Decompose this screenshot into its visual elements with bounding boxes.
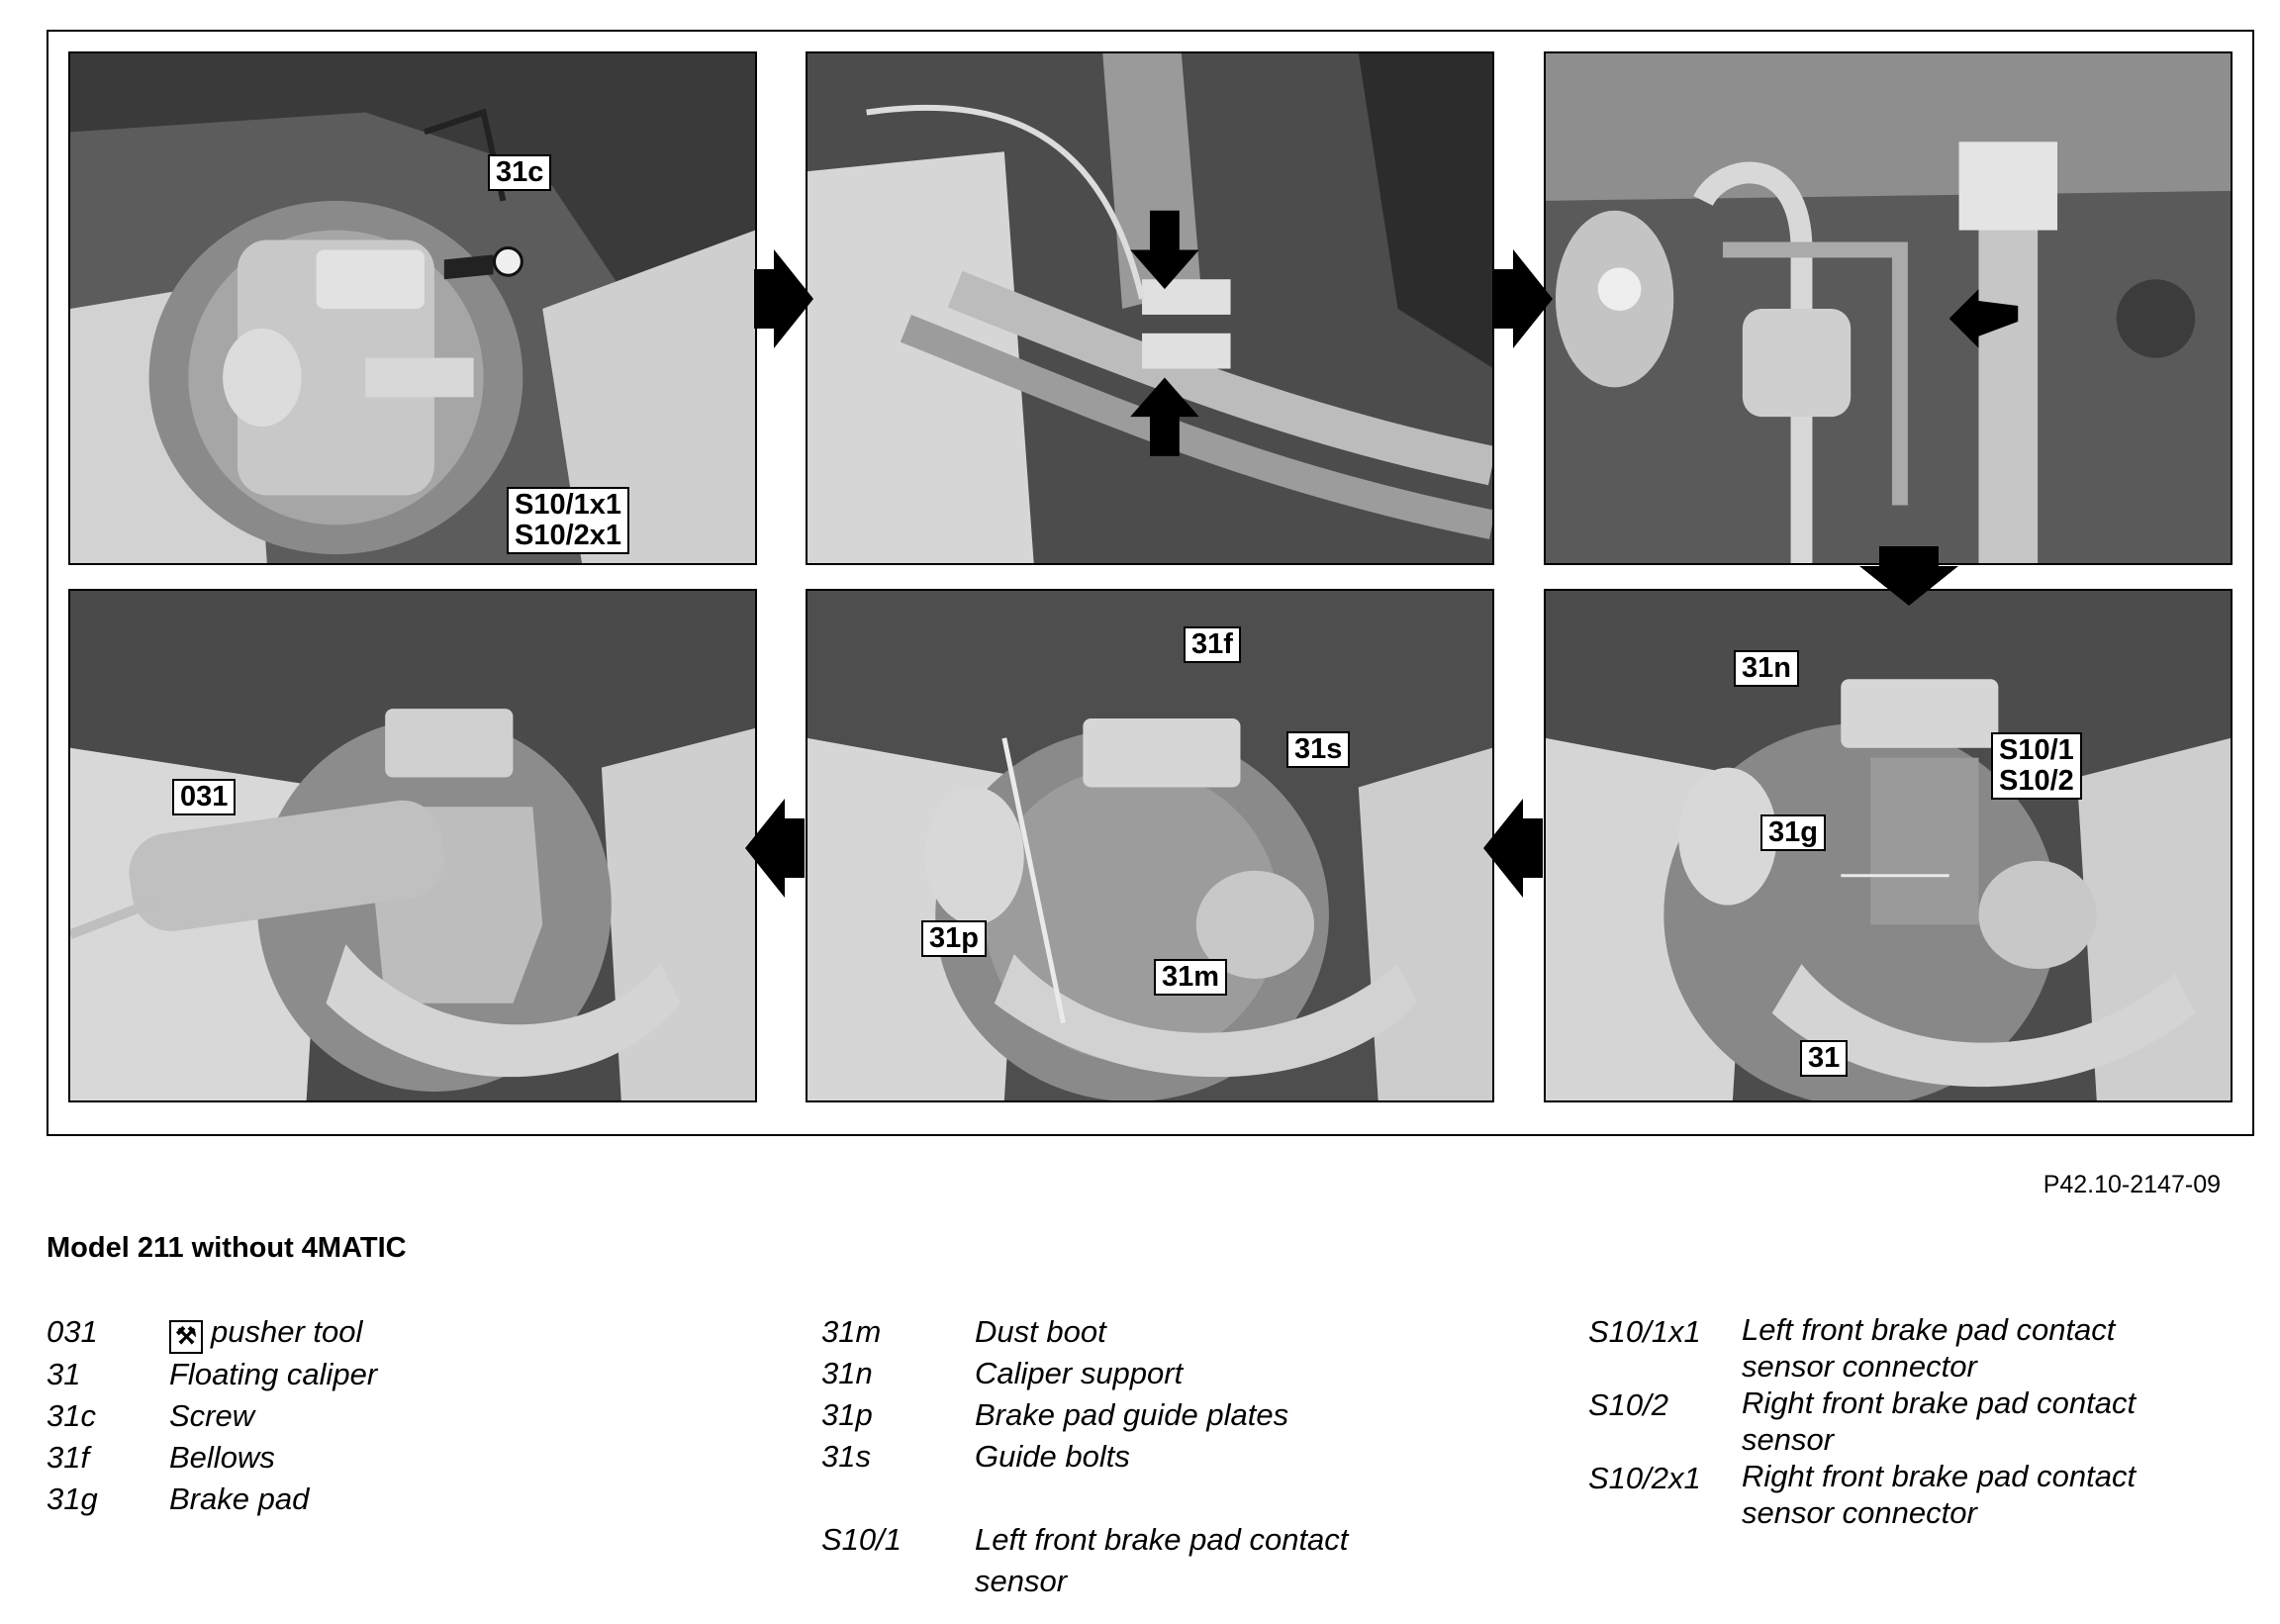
arrow-right-icon	[754, 249, 813, 348]
special-tool-icon: ⚒	[169, 1320, 203, 1354]
legend-row	[47, 1479, 759, 1520]
legend-row	[821, 1311, 1534, 1353]
legend-code: S10/2	[1588, 1387, 1669, 1422]
legend-row	[47, 1437, 759, 1479]
legend-column-2	[821, 1311, 1534, 1602]
photo-panel-5	[806, 589, 1494, 1102]
callout-31m: 31m	[1154, 959, 1227, 996]
caption-title: Model 211 without 4MATIC	[47, 1232, 407, 1264]
legend-row	[47, 1354, 759, 1395]
legend-code: 31n	[821, 1356, 873, 1390]
legend-description: Floating caliper	[169, 1357, 378, 1391]
legend-description: Dust boot	[975, 1314, 1106, 1349]
photo-panel-1	[68, 51, 757, 565]
legend-code: 31f	[47, 1440, 90, 1475]
legend-code: 31g	[47, 1481, 98, 1516]
connector-photo	[808, 53, 1492, 563]
callout-31g: 31g	[1760, 814, 1826, 851]
callout-s10-1-s10-2: S10/1 S10/2	[1991, 732, 2082, 800]
legend-description	[169, 1311, 759, 1354]
caliper-photo-1	[70, 53, 755, 563]
callout-31n: 31n	[1734, 650, 1799, 687]
callout-031: 031	[172, 779, 236, 815]
figure-frame	[47, 30, 2254, 1136]
legend-code: 31c	[47, 1398, 96, 1433]
legend-code: S10/1	[821, 1522, 902, 1557]
caliper-support-photo	[1546, 591, 2231, 1100]
legend-description: Left front brake pad contact sensor connector	[1742, 1312, 2116, 1384]
flow-arrow-right-2	[1493, 249, 1553, 348]
legend-description: Right front brake pad contact sensor	[1742, 1385, 2137, 1457]
callout-s10-1x1-s10-2x1: S10/1x1 S10/2x1	[507, 487, 629, 554]
legend-code: 31p	[821, 1397, 873, 1432]
guide-bolts-photo	[808, 591, 1492, 1100]
legend-description: Bellows	[169, 1440, 275, 1475]
legend-row	[821, 1353, 1534, 1394]
callout-31s: 31s	[1286, 731, 1350, 768]
legend-row	[1588, 1311, 2241, 1385]
flow-arrow-left-2	[745, 799, 805, 898]
brake-line-photo	[1546, 53, 2231, 563]
callout-31: 31	[1800, 1040, 1848, 1077]
legend-spacer	[821, 1478, 1534, 1519]
legend-description: Right front brake pad contact sensor connector	[1742, 1459, 2137, 1530]
callout-31f: 31f	[1184, 626, 1241, 663]
legend-column-3	[1588, 1311, 2241, 1531]
photo-panel-6	[1544, 589, 2232, 1102]
legend-row	[1588, 1385, 2241, 1458]
legend-column-1	[47, 1311, 759, 1520]
legend-code: S10/1x1	[1588, 1314, 1701, 1349]
pusher-tool-photo	[70, 591, 755, 1100]
legend-code: 031	[47, 1314, 98, 1349]
legend-description: Guide bolts	[975, 1439, 1130, 1474]
legend-row	[821, 1519, 1534, 1602]
flow-arrow-left-1	[1483, 799, 1543, 898]
legend-description: Brake pad	[169, 1481, 310, 1516]
legend-description: Caliper support	[975, 1356, 1184, 1390]
flow-arrow-right-1	[754, 249, 813, 348]
legend-row	[821, 1436, 1534, 1478]
legend-code: S10/2x1	[1588, 1461, 1701, 1495]
arrow-left-icon	[1483, 799, 1543, 898]
legend-description-text: pusher tool	[211, 1314, 363, 1349]
photo-panel-2	[806, 51, 1494, 565]
figure-reference: P42.10-2147-09	[2042, 1171, 2221, 1198]
legend-code: 31m	[821, 1314, 882, 1349]
arrow-left-icon	[745, 799, 805, 898]
legend-description: Left front brake pad contact sensor	[975, 1522, 1349, 1598]
legend-row	[47, 1395, 759, 1437]
legend-row	[1588, 1458, 2241, 1531]
callout-31c: 31c	[488, 154, 551, 191]
legend-code: 31s	[821, 1439, 871, 1474]
flow-arrow-down	[1859, 546, 1958, 606]
arrow-down-icon	[1859, 546, 1958, 606]
legend-row	[821, 1394, 1534, 1436]
legend-code: 31	[47, 1357, 81, 1391]
photo-panel-3	[1544, 51, 2232, 565]
legend-description: Screw	[169, 1398, 255, 1433]
photo-panel-4	[68, 589, 757, 1102]
callout-31p: 31p	[921, 920, 987, 957]
arrow-right-icon	[1493, 249, 1553, 348]
legend-row	[47, 1311, 759, 1354]
legend-description: Brake pad guide plates	[975, 1397, 1289, 1432]
